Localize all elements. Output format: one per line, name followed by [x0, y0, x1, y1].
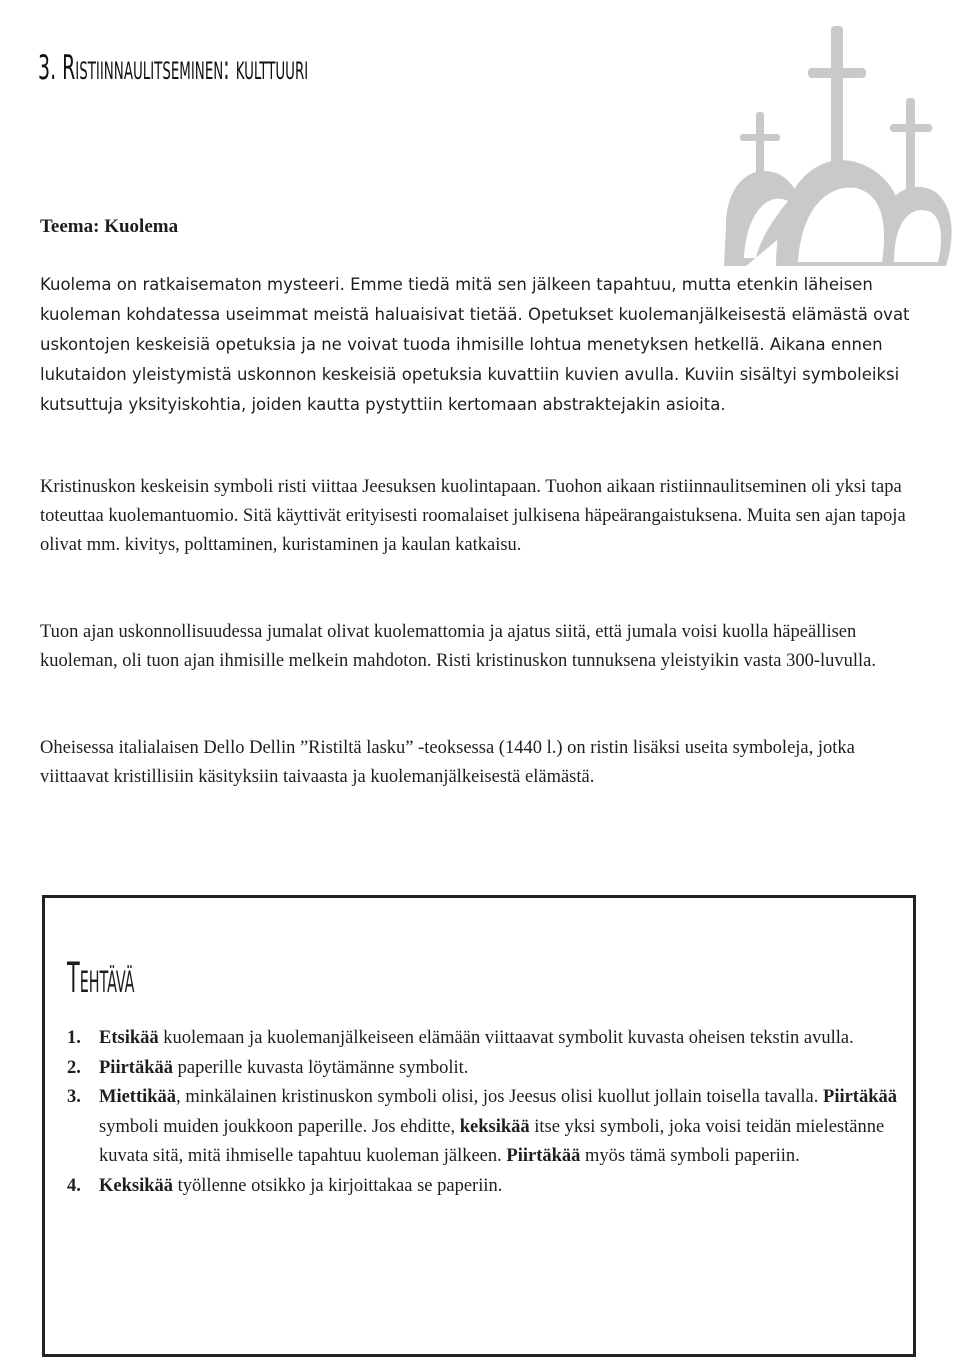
task-verb: Keksikää [99, 1175, 174, 1196]
task-item-1 [67, 1024, 897, 1054]
task-text: , minkälainen kristinuskon symboli olisi, jos Jeesus olisi kuollut jollain toisella tavalla. [176, 1087, 824, 1107]
artwork-paragraph: Oheisessa italialaisen Dello Dellin ”Ristiltä lasku” -teoksessa (1440 l.) on ristin lisäksi useita symboleja, jotka viittaavat kristillisiin käsityksiin taivaasta ja kuolemanjälkeisestä elämästä. [40, 738, 855, 787]
task-list [67, 1024, 897, 1201]
page-title: 3. Ristiinnaulitseminen: kulttuuri [38, 48, 309, 88]
crosses-illustration-icon [706, 26, 956, 266]
task-number: 4. [67, 1175, 81, 1196]
cross-symbol-paragraph: Kristinuskon keskeisin symboli risti viittaa Jeesuksen kuolintapaan. Tuohon aikaan ristiinnaulitseminen oli yksi tapa toteuttaa kuolemantuomio. Sitä käyttivät erityisesti roomalaiset julkisena häpeärangaistuksena. Muita sen ajan tapoja olivat mm. kivitys, polttaminen, kuristaminen ja kaulan katkaisu. [40, 477, 906, 555]
task-verb: keksikää [459, 1116, 530, 1137]
task-text: työllenne otsikko ja kirjoittakaa se paperiin. [173, 1175, 503, 1196]
task-text: kuolemaan ja kuolemanjälkeiseen elämään viittaavat symbolit kuvasta oheisen tekstin avulla. [158, 1028, 854, 1048]
task-item-2 [67, 1054, 897, 1084]
task-text: itse yksi symboli, joka voisi teidän mielestänne kuvata sitä, mitä ihmiselle tapahtuu kuoleman jälkeen. [99, 1116, 885, 1166]
theme-heading: Teema: Kuolema [40, 216, 179, 237]
task-verb: Miettikää [99, 1087, 177, 1107]
task-item-4 [67, 1172, 897, 1202]
task-text: symboli muiden joukkoon paperille. Jos ehditte, [99, 1116, 460, 1137]
task-title: Tehtävä [67, 953, 135, 1002]
task-number: 2. [67, 1057, 81, 1078]
task-text: paperille kuvasta löytämänne symbolit. [173, 1057, 469, 1078]
task-verb: Piirtäkää [506, 1146, 581, 1166]
task-item-3 [67, 1083, 897, 1172]
task-verb: Piirtäkää [823, 1087, 898, 1107]
task-number: 1. [67, 1028, 81, 1048]
task-text: myös tämä symboli paperiin. [580, 1146, 800, 1166]
task-verb: Piirtäkää [99, 1057, 173, 1078]
task-number: 3. [67, 1087, 81, 1107]
religion-paragraph: Tuon ajan uskonnollisuudessa jumalat olivat kuolemattomia ja ajatus siitä, että jumala voisi kuolla häpeällisen kuoleman, oli tuon ajan ihmisille melkein mahdoton. Risti kristinuskon tunnuksena yleistyikin vasta 300-luvulla. [40, 622, 877, 671]
task-verb: Etsikää [99, 1028, 159, 1048]
intro-paragraph [40, 270, 920, 420]
task-box [42, 895, 916, 1357]
intro-paragraph-text: Kuolema on ratkaisematon mysteeri. Emme tiedä mitä sen jälkeen tapahtuu, mutta etenkin läheisen kuoleman kohdatessa useimmat meistä haluaisivat tietää. Opetukset kuolemanjälkeisestä elämästä ovat uskontojen keskeisiä opetuksia ja ne voivat tuoda ihmisille lohtua menetyksen hetkellä. Aikana ennen lukutaidon yleistymistä uskonnon keskeisiä opetuksia kuvattiin kuvien avulla. Kuviin sisältyi symboleiksi kutsuttuja yksityiskohtia, joiden kautta pystyttiin kertomaan abstraktejakin asioita. [40, 275, 910, 414]
